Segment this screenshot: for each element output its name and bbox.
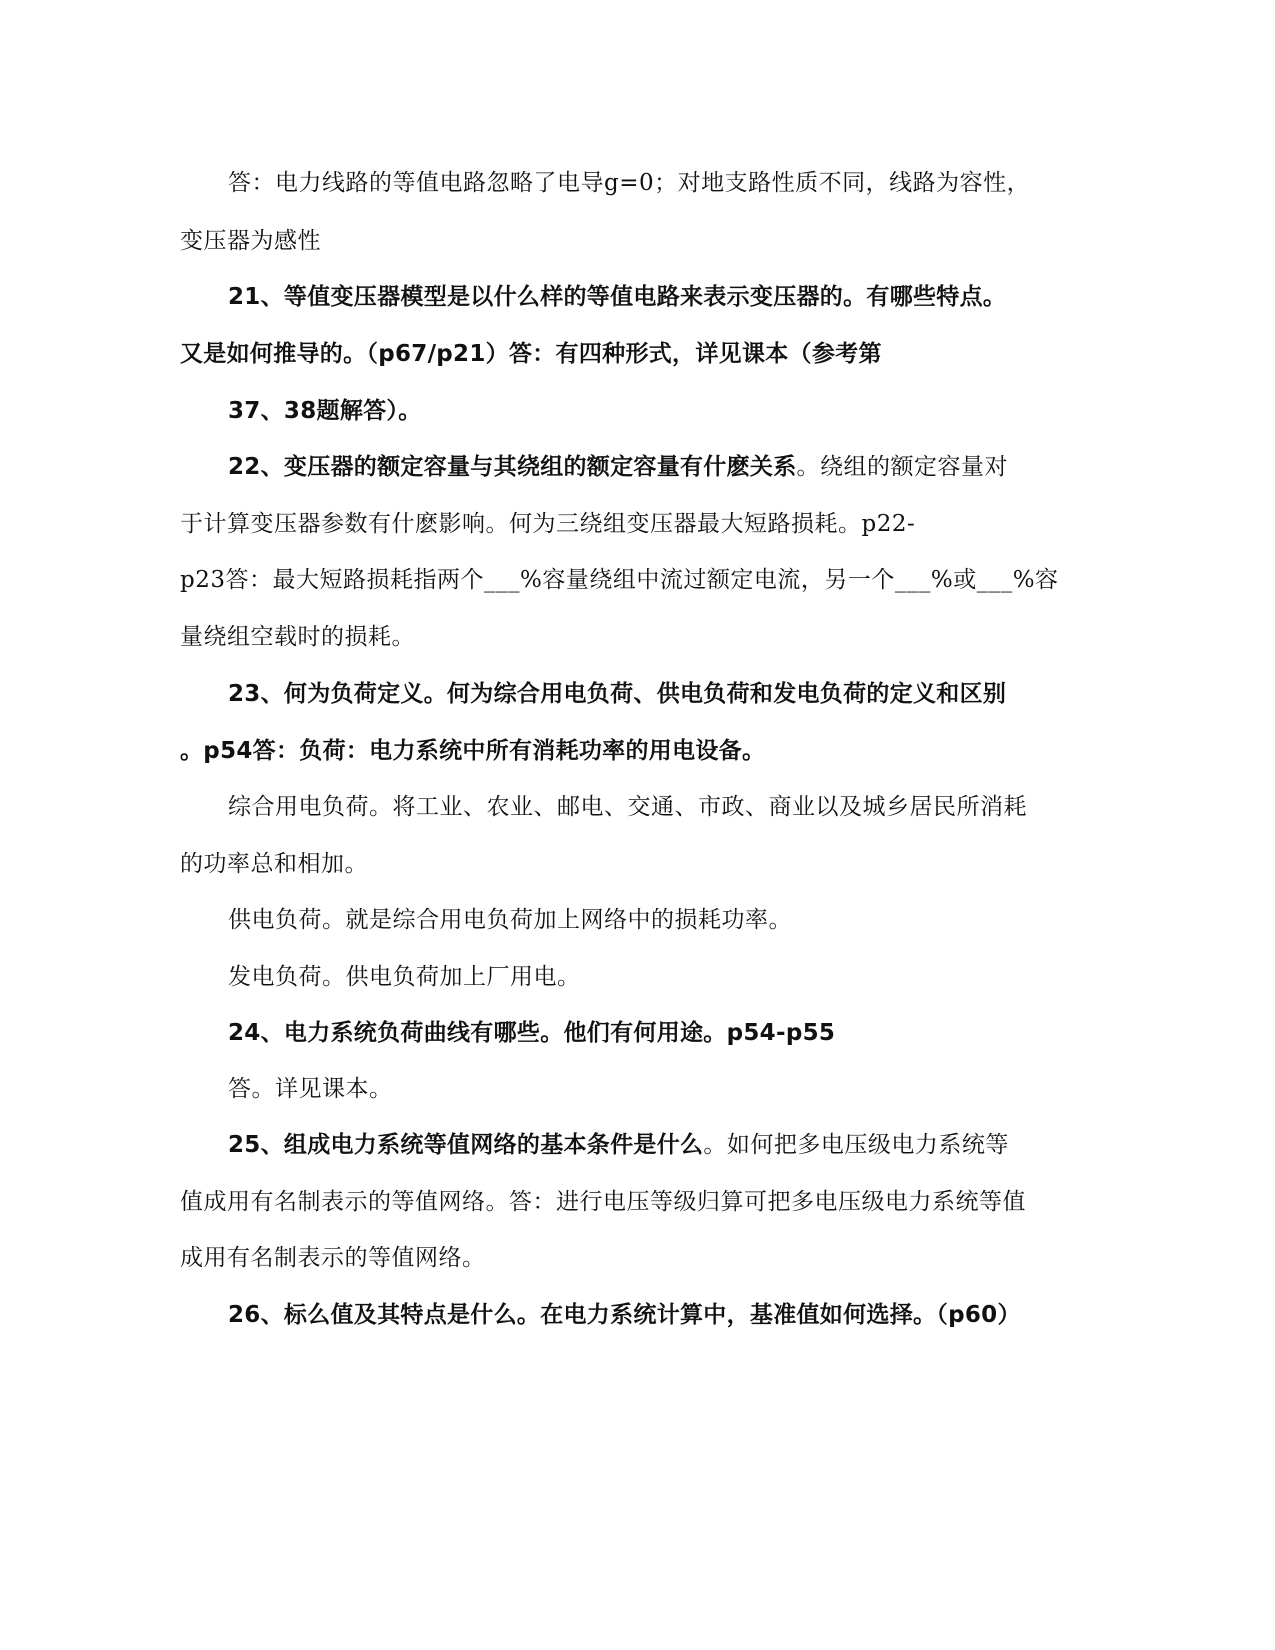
question-23-line-2: 。p54答：负荷：电力系统中所有消耗功率的用电设备。 [180, 738, 766, 764]
answer-24: 答。详见课本。 [228, 1076, 393, 1102]
answer-25-line-1: 成用有名制表示的等值网络。 [180, 1245, 486, 1271]
question-22-normal-part: 。绕组的额定容量对 [796, 454, 1009, 480]
question-21-line-1: 21、等值变压器模型是以什么样的等值电路来表示变压器的。有哪些特点。 [228, 284, 1007, 310]
question-25-line-2: 值成用有名制表示的等值网络。答：进行电压等级归算可把多电压级电力系统等值 [180, 1189, 1026, 1215]
answer-23-line-2: 的功率总和相加。 [180, 851, 368, 877]
question-23-line-1: 23、何为负荷定义。何为综合用电负荷、供电负荷和发电负荷的定义和区别 [228, 681, 1007, 707]
question-22-bold-part: 22、变压器的额定容量与其绕组的额定容量有什麽关系 [228, 454, 797, 480]
answer-22-line-2: 量绕组空载时的损耗。 [180, 624, 415, 650]
question-26: 26、标么值及其特点是什么。在电力系统计算中，基准值如何选择。（p60） [228, 1302, 1021, 1328]
answer-20-line-1: 答：电力线路的等值电路忽略了电导g=0；对地支路性质不同，线路为容性， [228, 170, 1031, 196]
question-25-normal-part: 。如何把多电压级电力系统等 [703, 1132, 1009, 1158]
answer-23-line-3: 供电负荷。就是综合用电负荷加上网络中的损耗功率。 [228, 907, 792, 933]
question-25-bold-part: 25、组成电力系统等值网络的基本条件是什么 [228, 1132, 704, 1158]
question-22-line-1 [228, 452, 1008, 482]
answer-23-line-4: 发电负荷。供电负荷加上厂用电。 [228, 964, 581, 990]
question-21-line-2: 又是如何推导的。（p67/p21）答：有四种形式，详见课本（参考第 [180, 341, 882, 367]
question-25-line-1 [228, 1130, 1009, 1160]
answer-22-line-1: p23答：最大短路损耗指两个___%容量绕组中流过额定电流，另一个___%或___%容 [180, 567, 1059, 593]
question-21-line-3: 37、38题解答）。 [228, 398, 422, 424]
question-24: 24、电力系统负荷曲线有哪些。他们有何用途。p54-p55 [228, 1020, 836, 1046]
answer-20-line-2: 变压器为感性 [180, 228, 321, 254]
answer-23-line-1: 综合用电负荷。将工业、农业、邮电、交通、市政、商业以及城乡居民所消耗 [228, 794, 1027, 820]
question-22-line-2: 于计算变压器参数有什麽影响。何为三绕组变压器最大短路损耗。p22- [180, 511, 916, 537]
